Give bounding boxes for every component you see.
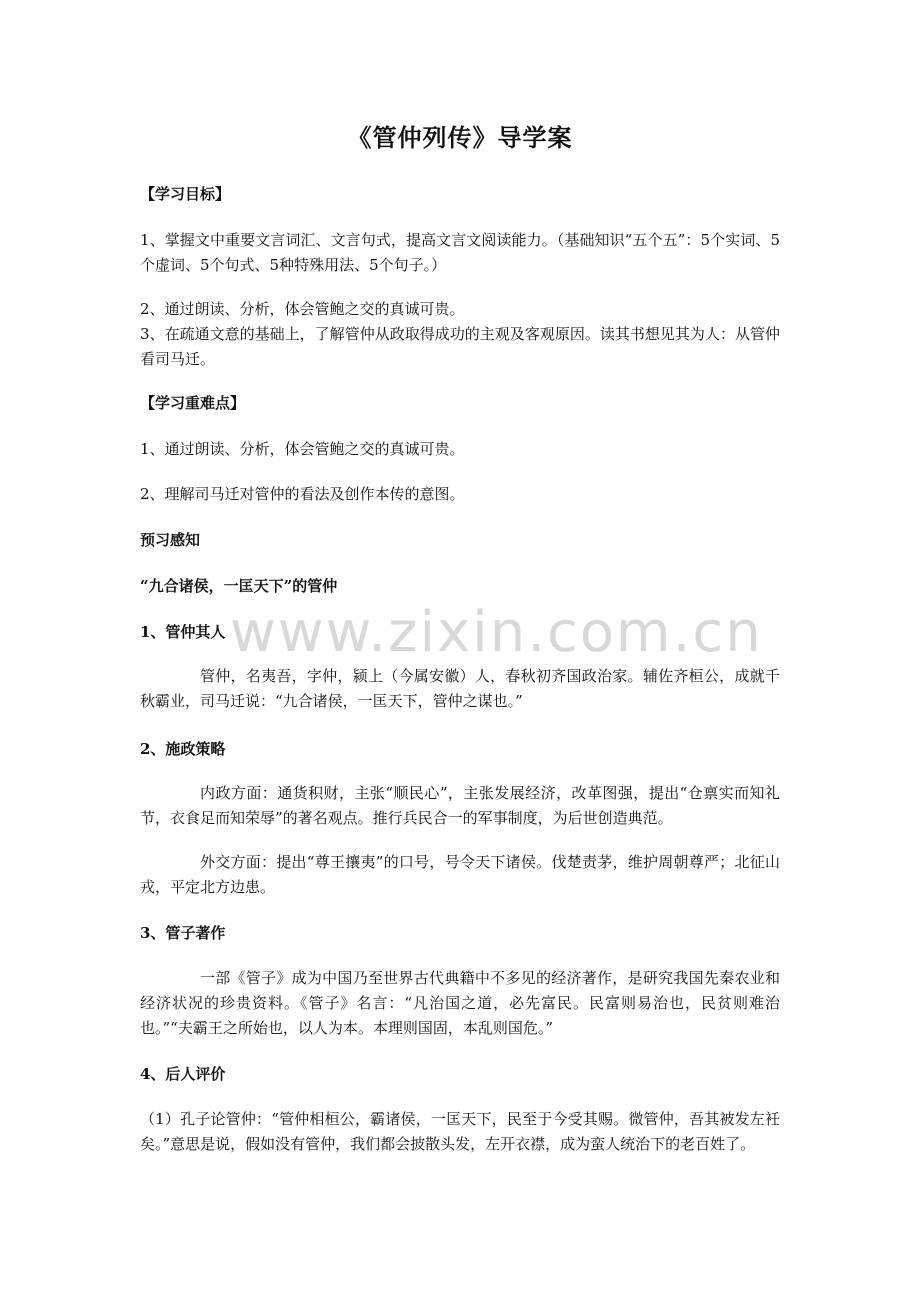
policy-foreign: 外交方面：提出“尊王攘夷”的口号，号令天下诸侯。伐楚责茅，维护周朝尊严；北征山戎，平定北方边患。 bbox=[140, 853, 780, 896]
preview-heading: 预习感知 bbox=[140, 531, 201, 549]
evaluation-heading: 4、后人评价 bbox=[140, 1065, 226, 1083]
objective-2: 2、通过朗读、分析，体会管鲍之交的真诚可贵。 bbox=[140, 300, 465, 318]
works-heading: 3、管子著作 bbox=[140, 924, 226, 942]
policy-heading: 2、施政策略 bbox=[140, 740, 226, 758]
preview-subtitle: “九合诸侯，一匡天下”的管仲 bbox=[140, 577, 338, 595]
person-text: 管仲，名夷吾，字仲，颍上（今属安徽）人，春秋初齐国政治家。辅佐齐桓公，成就千秋霸业，司马迁说：“九合诸侯，一匡天下，管仲之谋也。” bbox=[140, 667, 780, 710]
objective-3: 3、在疏通文意的基础上，了解管仲从政取得成功的主观及客观原因。读其书想见其为人：从管仲看司马迁。 bbox=[140, 325, 780, 368]
objective-1: 1、掌握文中重要文言词汇、文言句式，提高文言文阅读能力。（基础知识“五个五”：5个实词、5个虚词、5个句式、5种特殊用法、5个句子。） bbox=[140, 231, 780, 274]
document-title: 《管仲列传》导学案 bbox=[347, 123, 573, 152]
works-text: 一部《管子》成为中国乃至世界古代典籍中不多见的经济著作，是研究我国先秦农业和经济状况的珍贵资料。《管子》名言：“凡治国之道，必先富民。民富则易治也，民贫则难治也。”“夫霸王之所始也，以人为本。本理则国固，本乱则国危。” bbox=[140, 969, 780, 1037]
key-points-heading: 【学习重难点】 bbox=[140, 394, 246, 412]
key-point-1: 1、通过朗读、分析，体会管鲍之交的真诚可贵。 bbox=[140, 440, 465, 458]
key-point-2: 2、理解司马迁对管仲的看法及创作本传的意图。 bbox=[140, 485, 465, 503]
evaluation-1: （1）孔子论管仲：“管仲相桓公，霸诸侯，一匡天下，民至于今受其赐。微管仲，吾其被发左衽矣。”意思是说，假如没有管仲，我们都会披散头发，左开衣襟，成为蛮人统治下的老百姓了。 bbox=[140, 1110, 780, 1153]
policy-domestic: 内政方面：通货积财，主张“顺民心”，主张发展经济，改革图强，提出“仓禀实而知礼节，衣食足而知荣辱”的著名观点。推行兵民合一的军事制度，为后世创造典范。 bbox=[140, 784, 780, 827]
watermark: www.zixin.com.cn bbox=[230, 600, 763, 665]
person-heading: 1、管仲其人 bbox=[140, 623, 226, 641]
objectives-heading: 【学习目标】 bbox=[140, 185, 231, 203]
